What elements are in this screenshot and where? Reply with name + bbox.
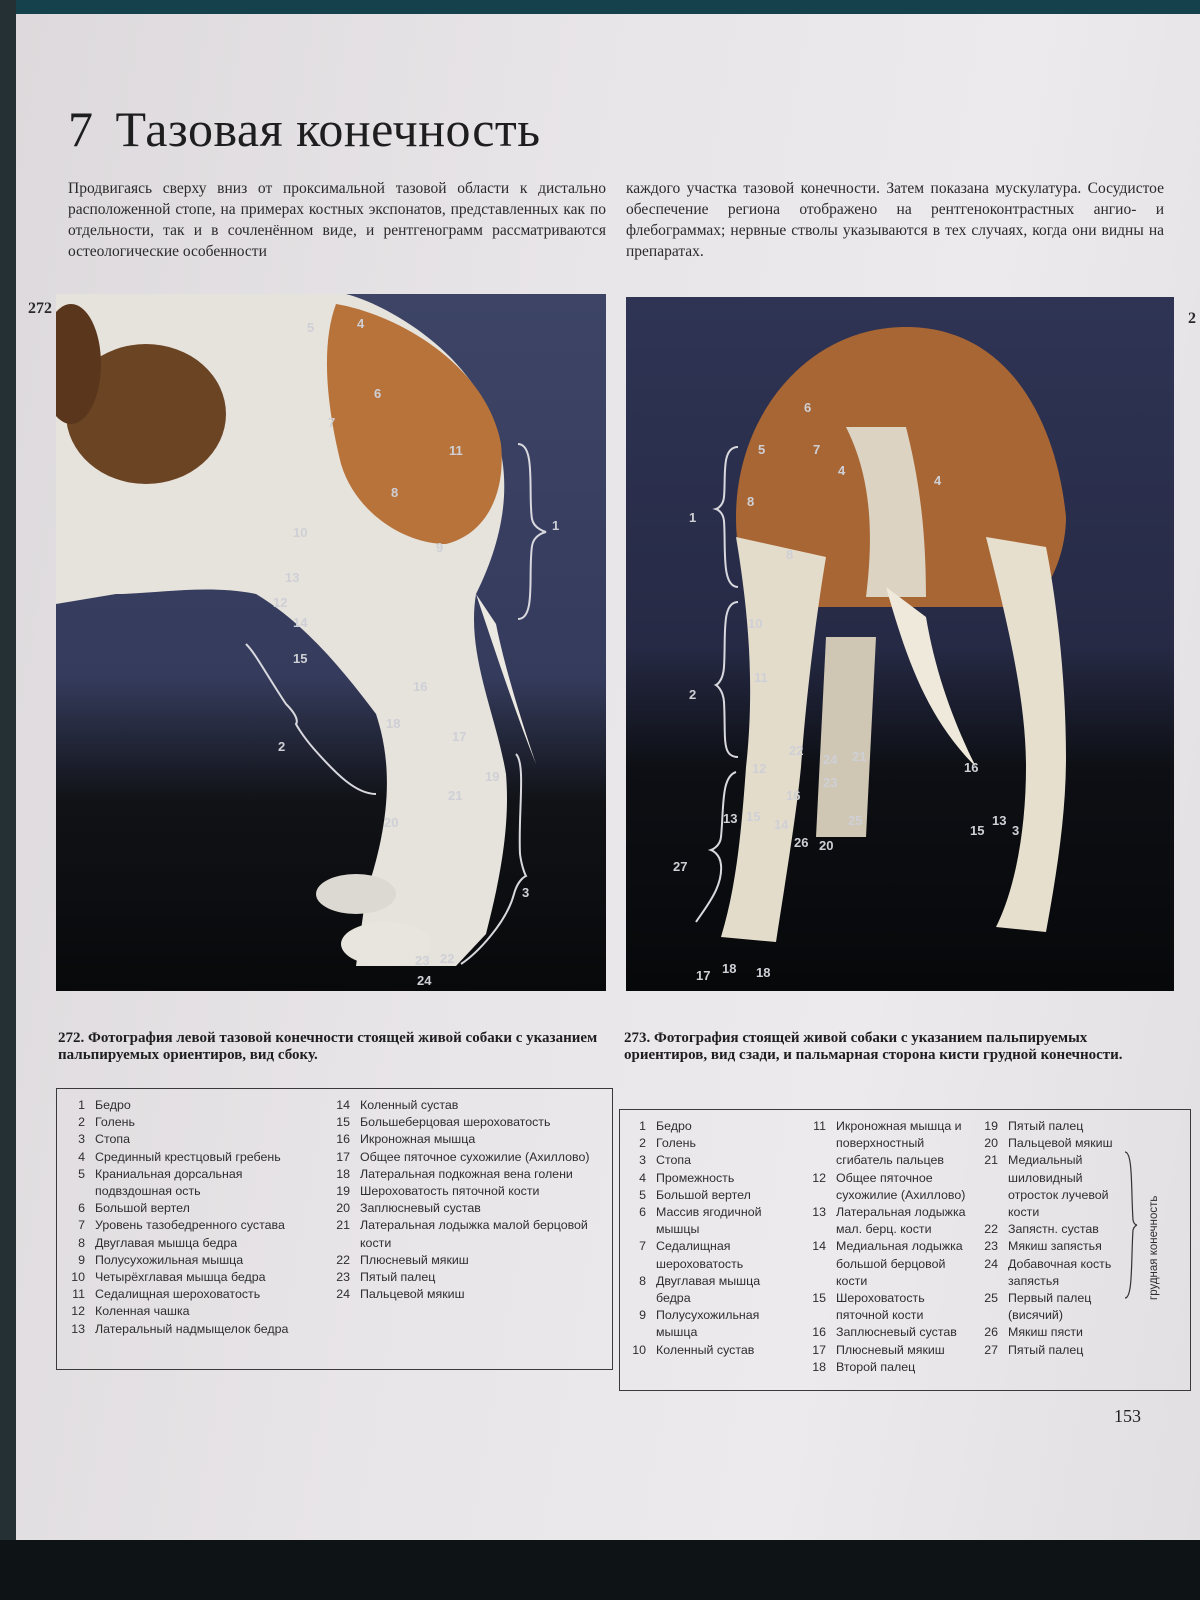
legend-item-number: 17 <box>812 1342 826 1357</box>
legend-item-text: Коленная чашка <box>95 1304 190 1319</box>
legend-item <box>808 1324 973 1341</box>
legend-item <box>67 1252 312 1269</box>
legend-item <box>628 1118 798 1135</box>
legend-item-text: Плюсневый мякиш <box>360 1252 469 1267</box>
legend-item <box>808 1204 973 1238</box>
legend-item <box>628 1307 798 1341</box>
label-2: 2 <box>689 687 697 702</box>
chapter-title: Тазовая конечность <box>115 101 541 157</box>
label-20: 17 <box>696 968 711 983</box>
label-14: 14 <box>293 615 308 630</box>
book-edge-bottom <box>0 1540 1200 1600</box>
legend-item-text: Шероховатость пяточной кости <box>360 1184 540 1199</box>
legend-item-text: Общее пяточное сухожилие (Ахиллово) <box>836 1170 966 1202</box>
label-8: 8 <box>747 494 755 509</box>
legend-column <box>628 1118 798 1359</box>
legend-item <box>67 1131 312 1148</box>
legend-item-number: 8 <box>639 1273 646 1288</box>
legend-item-text: Латеральная лодыжка малой берцовой кости <box>360 1218 588 1250</box>
legend-item <box>332 1166 602 1183</box>
legend-item-number: 7 <box>639 1239 646 1254</box>
legend-item <box>980 1324 1125 1341</box>
label-9: 9 <box>436 540 444 555</box>
label-12: 12 <box>752 761 767 776</box>
legend-item-number: 5 <box>639 1187 646 1202</box>
legend-item-number: 14 <box>812 1239 826 1254</box>
legend-item <box>332 1269 602 1286</box>
legend-column <box>980 1118 1125 1359</box>
back-paw <box>316 874 396 914</box>
legend-item <box>332 1097 602 1114</box>
legend-item <box>628 1187 798 1204</box>
legend-item-number: 14 <box>336 1098 350 1112</box>
legend-item-text: Стопа <box>656 1153 691 1168</box>
legend-item <box>980 1152 1125 1221</box>
label-11: 11 <box>754 670 768 685</box>
figure-272-caption: 272. Фотография левой тазовой конечности стоящей живой собаки с указанием пальпируемых ориентиров, вид сбоку. <box>58 1030 598 1063</box>
figure-273-caption: 273. Фотография стоящей живой собаки с указанием пальпируемых ориентиров, вид сзади, и пальмарная сторона кисти грудной конечности. <box>624 1030 1123 1063</box>
legend-item <box>808 1342 973 1359</box>
legend-item-text: Латеральная лодыжка мал. берц. кости <box>836 1205 966 1237</box>
legend-item-text: Бедро <box>656 1119 692 1133</box>
legend-item-number: 27 <box>984 1342 998 1357</box>
legend-item-text: Мякиш запястья <box>1008 1239 1102 1254</box>
legend-item <box>67 1286 312 1303</box>
legend-item-number: 8 <box>78 1235 85 1250</box>
figure-273-legend <box>619 1109 1191 1391</box>
label-1: 1 <box>552 518 560 533</box>
label-11: 11 <box>449 443 463 458</box>
legend-item-number: 18 <box>812 1359 826 1374</box>
label-15: 15 <box>293 651 308 666</box>
legend-item-text: Большой вертел <box>95 1201 190 1216</box>
legend-item <box>67 1166 312 1200</box>
legend-item-number: 10 <box>632 1342 646 1357</box>
legend-item-number: 25 <box>984 1291 998 1306</box>
intro-text-right: каждого участка тазовой конечности. Затем показана мускулатура. Сосудистое обеспечение региона отображено на рентгеноконтрастных ангио- и флебограммах; нервные стволы указываются в тех случаях, когда они видны на препаратах. <box>626 180 1164 260</box>
label-12: 12 <box>273 595 288 610</box>
legend-item-number: 12 <box>812 1170 826 1185</box>
label-8b: 8 <box>786 547 794 562</box>
legend-item <box>980 1221 1125 1238</box>
book-page <box>16 14 1200 1544</box>
legend-column <box>808 1118 973 1376</box>
label-2: 2 <box>278 739 286 754</box>
legend-item-text: Стопа <box>95 1132 130 1147</box>
dog-tail <box>886 587 976 767</box>
legend-bracket <box>1123 1150 1139 1300</box>
legend-item-text: Пятый палец <box>1008 1342 1084 1357</box>
legend-item <box>980 1256 1125 1290</box>
label-22: 22 <box>440 951 455 966</box>
legend-item-number: 20 <box>336 1201 350 1216</box>
figure-side-number-left: 272 <box>28 300 52 317</box>
label-14: 14 <box>774 817 789 832</box>
legend-item <box>332 1252 602 1269</box>
legend-item-number: 9 <box>639 1308 646 1323</box>
legend-item <box>808 1170 973 1204</box>
label-15: 15 <box>746 809 761 824</box>
label-24: 24 <box>823 752 838 767</box>
legend-item-text: Седалищная шероховатость <box>95 1287 261 1302</box>
legend-item-text: Пальцевой мякиш <box>1008 1136 1113 1151</box>
legend-column <box>332 1097 602 1303</box>
legend-item-number: 19 <box>984 1119 998 1133</box>
legend-item-text: Медиальная лодыжка большой берцовой кости <box>836 1239 963 1288</box>
chapter-heading <box>68 100 541 158</box>
label-23: 23 <box>823 775 838 790</box>
legend-item-number: 2 <box>639 1136 646 1151</box>
label-5: 5 <box>307 320 315 335</box>
intro-text-left: Продвигаясь сверху вниз от проксимальной тазовой области к дистально расположенной стопе, на примерах костных экспонатов, представленных как по отдельности, так и в сочленённом виде, и рентгенограмм рассматриваются остеологические особенности <box>68 180 606 260</box>
label-13: 13 <box>285 570 300 585</box>
legend-item <box>808 1238 973 1290</box>
legend-item-text: Латеральный надмыщелок бедра <box>95 1321 289 1336</box>
figure-side-number-right: 2 <box>1188 310 1196 327</box>
legend-item <box>628 1238 798 1272</box>
label-23: 23 <box>415 953 430 968</box>
label-19: 19 <box>485 769 500 784</box>
legend-item-number: 13 <box>71 1321 85 1336</box>
legend-item <box>980 1135 1125 1152</box>
label-6: 6 <box>374 386 382 401</box>
label-18: 18 <box>756 965 771 980</box>
legend-item <box>628 1342 798 1359</box>
legend-item-text: Медиальный шиловидный отросток лучевой кости <box>1008 1153 1109 1220</box>
legend-item-text: Голень <box>656 1136 696 1151</box>
brace-1 <box>518 444 546 619</box>
legend-item-text: Бедро <box>95 1098 131 1112</box>
legend-item <box>332 1217 602 1251</box>
figure-272-legend <box>56 1088 613 1370</box>
label-16b: 16 <box>786 788 801 803</box>
legend-item <box>628 1170 798 1187</box>
legend-item <box>67 1321 312 1338</box>
legend-item-number: 9 <box>78 1252 85 1267</box>
legend-item <box>67 1097 312 1114</box>
label-10: 10 <box>748 616 763 631</box>
label-27: 26 <box>794 835 809 850</box>
legend-item-number: 7 <box>78 1218 85 1233</box>
legend-item <box>67 1149 312 1166</box>
legend-item-number: 15 <box>336 1115 350 1130</box>
legend-side-tag: грудная конечность <box>1148 1195 1160 1300</box>
legend-item-text: Двуглавая мышца бедра <box>656 1273 761 1306</box>
label-25: 25 <box>848 813 863 828</box>
label-7: 7 <box>813 442 821 457</box>
legend-item-number: 6 <box>78 1201 85 1216</box>
figure-272-photo <box>56 294 606 991</box>
legend-item-text: Полусухожильная мышца <box>656 1308 760 1340</box>
left-hind-leg <box>721 537 826 942</box>
legend-item <box>332 1200 602 1217</box>
legend-item-text: Массив ягодичной мышцы <box>656 1205 762 1237</box>
legend-item <box>628 1152 798 1169</box>
label-17: 18 <box>722 961 737 976</box>
legend-item-text: Двуглавая мышца бедра <box>95 1235 238 1250</box>
legend-item-number: 16 <box>812 1325 826 1340</box>
legend-item <box>67 1217 312 1234</box>
label-16: 16 <box>413 679 428 694</box>
legend-item <box>67 1235 312 1252</box>
page-number: 153 <box>1114 1406 1141 1426</box>
legend-item <box>332 1149 602 1166</box>
label-24: 24 <box>417 973 432 988</box>
label-7: 7 <box>328 415 336 430</box>
label-8: 8 <box>391 485 399 500</box>
label-20: 20 <box>384 815 399 830</box>
legend-item <box>808 1118 973 1170</box>
legend-item <box>628 1135 798 1152</box>
legend-item-number: 1 <box>78 1098 85 1112</box>
legend-item-text: Плюсневый мякиш <box>836 1342 945 1357</box>
legend-item <box>628 1273 798 1307</box>
legend-item-text: Срединный крестцовый гребень <box>95 1149 281 1164</box>
label-22: 22 <box>789 743 804 758</box>
brace-3 <box>696 772 736 922</box>
legend-item-number: 6 <box>639 1205 646 1220</box>
legend-item-text: Пальцевой мякиш <box>360 1287 465 1302</box>
legend-item-number: 23 <box>984 1239 998 1254</box>
legend-item-number: 22 <box>336 1252 350 1267</box>
label-1: 1 <box>689 510 697 525</box>
legend-item <box>808 1359 973 1376</box>
legend-item <box>628 1204 798 1238</box>
legend-item-text: Пятый палец <box>360 1270 436 1285</box>
legend-item-text: Первый палец (висячий) <box>1008 1291 1092 1323</box>
legend-item-number: 21 <box>336 1218 350 1233</box>
label-13: 13 <box>723 811 738 826</box>
legend-item-text: Общее пяточное сухожилие (Ахиллово) <box>360 1149 590 1164</box>
legend-item-text: Латеральная подкожная вена голени <box>360 1166 573 1181</box>
legend-item-number: 17 <box>336 1149 350 1164</box>
legend-item-text: Голень <box>95 1115 135 1130</box>
legend-item-number: 3 <box>639 1153 646 1168</box>
legend-item-text: Заплюсневый сустав <box>836 1325 957 1340</box>
legend-item-number: 15 <box>812 1291 826 1306</box>
label-21: 21 <box>448 788 463 803</box>
legend-item-number: 24 <box>984 1256 998 1271</box>
legend-item-text: Уровень тазобедренного сустава <box>95 1218 285 1233</box>
legend-item <box>980 1118 1125 1135</box>
figure-273-illustration <box>626 297 1174 991</box>
legend-item-number: 10 <box>71 1270 85 1285</box>
legend-item-text: Второй палец <box>836 1359 916 1374</box>
legend-item-number: 26 <box>984 1325 998 1340</box>
legend-item <box>980 1238 1125 1255</box>
legend-item-text: Мякиш пясти <box>1008 1325 1083 1340</box>
legend-item <box>67 1303 312 1320</box>
label-15b: 15 <box>970 823 985 838</box>
legend-item-number: 21 <box>984 1153 998 1168</box>
legend-item <box>332 1131 602 1148</box>
legend-item-number: 18 <box>336 1166 350 1181</box>
label-4b: 4 <box>934 473 942 488</box>
label-15c: 13 <box>992 813 1007 828</box>
label-18: 18 <box>386 716 401 731</box>
legend-item-text: Полусухожильная мышца <box>95 1252 244 1267</box>
legend-item-text: Коленный сустав <box>360 1098 459 1112</box>
legend-item-text: Запястн. сустав <box>1008 1222 1099 1237</box>
legend-item-text: Промежность <box>656 1170 735 1185</box>
legend-item <box>332 1114 602 1131</box>
legend-item-text: Большеберцовая шероховатость <box>360 1115 551 1130</box>
legend-item-number: 19 <box>336 1184 350 1199</box>
label-21: 21 <box>852 749 867 764</box>
figure-272-illustration <box>56 294 606 991</box>
legend-item-number: 16 <box>336 1132 350 1147</box>
label-4: 4 <box>838 463 846 478</box>
front-legs <box>816 637 876 837</box>
legend-item-number: 3 <box>78 1132 85 1147</box>
legend-item-number: 11 <box>813 1119 826 1133</box>
label-3: 3 <box>522 885 530 900</box>
legend-item <box>980 1342 1125 1359</box>
label-17: 17 <box>452 729 467 744</box>
legend-item-number: 1 <box>639 1119 646 1133</box>
legend-item-text: Большой вертел <box>656 1187 751 1202</box>
legend-item-text: Седалищная шероховатость <box>656 1239 744 1271</box>
legend-item-text: Икроножная мышца и поверхностный сгибатель пальцев <box>836 1119 962 1168</box>
label-6: 6 <box>804 400 812 415</box>
legend-item-text: Четырёхглавая мышца бедра <box>95 1270 266 1285</box>
legend-column <box>67 1097 312 1338</box>
legend-item-number: 11 <box>72 1287 85 1302</box>
legend-item-number: 5 <box>78 1166 85 1181</box>
legend-item <box>980 1290 1125 1324</box>
legend-item-text: Краниальная дорсальная подвздошная ость <box>95 1166 243 1199</box>
legend-item-number: 2 <box>78 1115 85 1130</box>
figure-273-photo <box>626 297 1174 991</box>
legend-item-number: 23 <box>336 1270 350 1285</box>
legend-item-text: Заплюсневый сустав <box>360 1201 481 1216</box>
chapter-number: 7 <box>68 101 94 157</box>
book-edge-left <box>0 0 16 1600</box>
label-4: 4 <box>357 316 365 331</box>
legend-item-text: Шероховатость пяточной кости <box>836 1291 925 1323</box>
legend-item-number: 13 <box>812 1205 826 1220</box>
legend-item-number: 4 <box>639 1170 646 1185</box>
label-16: 16 <box>964 760 979 775</box>
legend-item <box>67 1114 312 1131</box>
brace-1 <box>716 447 738 587</box>
label-13b: 3 <box>1012 823 1020 838</box>
legend-item-number: 20 <box>984 1136 998 1151</box>
legend-item-text: Икроножная мышца <box>360 1132 476 1147</box>
legend-item-text: Добавочная кость запястья <box>1008 1256 1112 1288</box>
legend-item <box>67 1269 312 1286</box>
legend-item <box>332 1183 602 1200</box>
legend-item <box>67 1200 312 1217</box>
label-10: 10 <box>293 525 308 540</box>
legend-item <box>332 1286 602 1303</box>
legend-item-number: 22 <box>984 1222 998 1237</box>
label-3: 27 <box>673 859 688 874</box>
label-5: 5 <box>758 442 766 457</box>
legend-item-number: 24 <box>336 1287 350 1302</box>
legend-item-number: 4 <box>78 1149 85 1164</box>
legend-item-number: 12 <box>71 1304 85 1319</box>
legend-item <box>808 1290 973 1324</box>
legend-item-text: Пятый палец <box>1008 1119 1084 1133</box>
legend-item-text: Коленный сустав <box>656 1342 755 1357</box>
brace-2 <box>716 602 738 757</box>
label-26: 20 <box>819 838 834 853</box>
